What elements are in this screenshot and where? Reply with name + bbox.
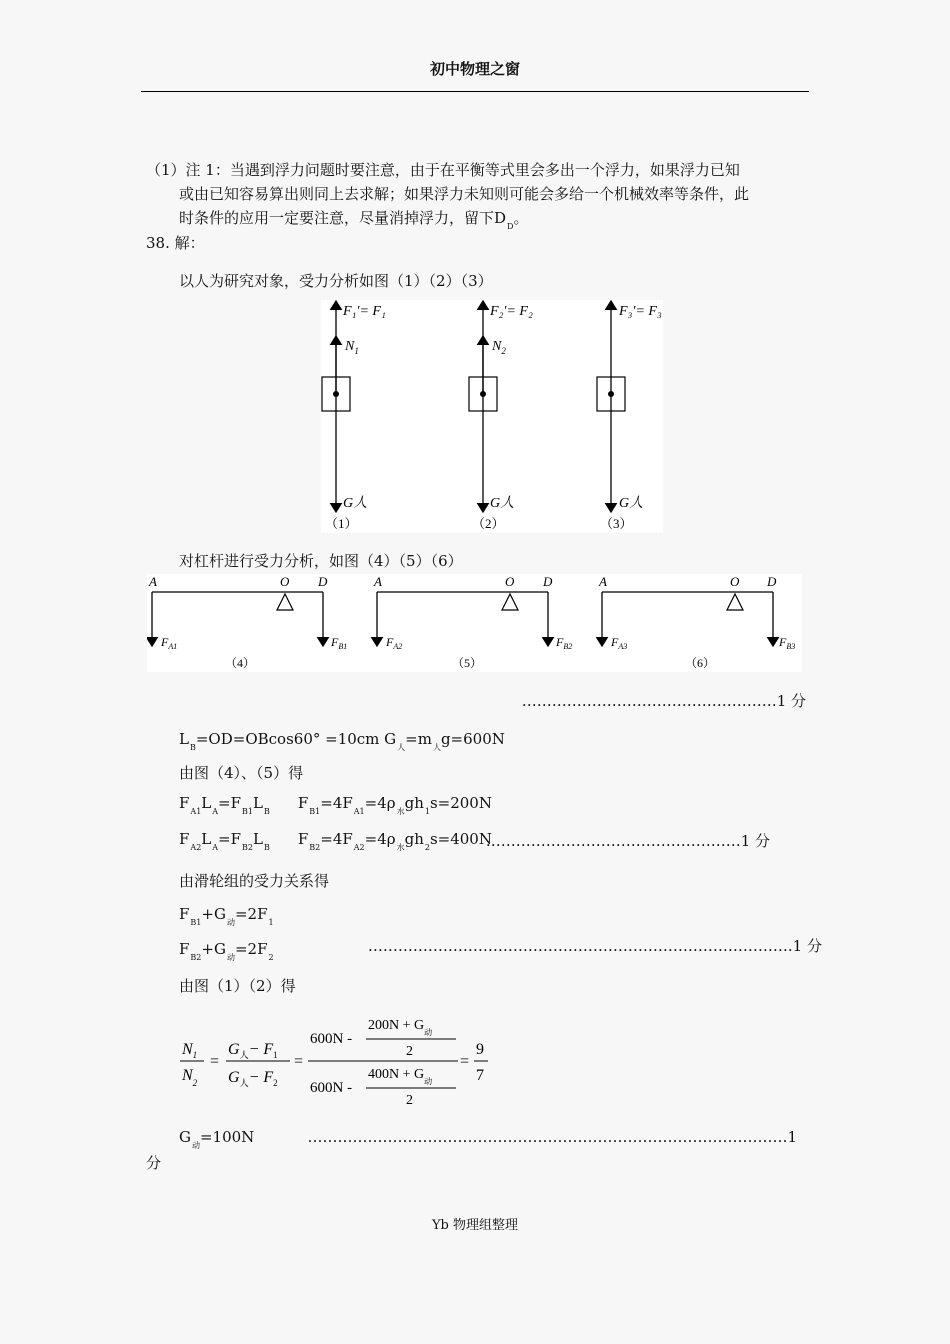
svg-text:A: A [149, 574, 157, 589]
score-mark-2: ……………………………………………1 分 [485, 832, 770, 850]
svg-text:N1: $N_1$ [182, 1041, 198, 1060]
svg-text:FB2: $F_{B2}$ [556, 635, 573, 651]
svg-text:G人− F1: $G_人- F_1$ [228, 1041, 278, 1060]
person-3-caption: （3） [600, 516, 633, 531]
svg-text:D: D [543, 574, 553, 589]
note-line-3: 时条件的应用一定要注意，尽量消掉浮力，留下$D_D$。 [179, 209, 529, 231]
ratio-equation [178, 1010, 498, 1110]
lever-5-caption: （5） [452, 656, 483, 670]
svg-text:FA3: $F_{A3}$ [611, 635, 628, 651]
lever-6-caption: （6） [685, 656, 716, 670]
svg-text:2: 2 [406, 1044, 413, 1059]
pulley-intro: 由滑轮组的受力关系得 [179, 872, 330, 890]
from-figs-1-2: 由图（1）（2）得 [179, 977, 296, 995]
svg-text:=: = [210, 1053, 220, 1070]
eq-pulley-2: $F_{B2}+G_动=2F_2$ [179, 940, 274, 962]
lever-figure-4 [148, 574, 347, 670]
person-3-gravity: G人 [619, 496, 644, 511]
result-g-pulley: $G_动=100N$ [179, 1128, 255, 1150]
page-header: 初中物理之窗 [429, 60, 520, 78]
person-2-support-force: $N_2$ [492, 339, 506, 356]
eq-lever-balance-1: $F_{A1}L_A=F_{B1}L_B$ $F_{B1}=4F_{A1}=4\rho_水gh_1s=200N$ [179, 794, 492, 816]
person-1-gravity: G人 [343, 496, 368, 511]
svg-text:200N + G动: $200N + G_动$ [368, 1018, 433, 1037]
svg-text:D: D [767, 574, 777, 589]
svg-text:O: O [505, 574, 515, 589]
header-rule [141, 91, 809, 92]
svg-text:2: 2 [406, 1093, 413, 1108]
lever-figure-5 [373, 574, 572, 670]
person-2-gravity: G人 [490, 496, 515, 511]
intro-lever: 对杠杆进行受力分析，如图（4）（5）（6） [179, 552, 463, 570]
svg-text:=: = [294, 1053, 304, 1070]
svg-text:400N + G动: $400N + G_动$ [368, 1067, 433, 1086]
person-force-diagrams [321, 300, 663, 533]
person-1-support-force: $N_1$ [345, 339, 359, 356]
score-mark-4-unit: 分 [146, 1154, 162, 1172]
person-2-caption: （2） [472, 516, 505, 531]
svg-text:O: O [730, 574, 740, 589]
score-mark-1: ……………………………………………1 分 [521, 692, 806, 710]
svg-text:FB3: $F_{B3}$ [779, 635, 796, 651]
lever-force-diagrams [147, 574, 802, 672]
intro-person: 以人为研究对象，受力分析如图（1）（2）（3） [179, 272, 493, 290]
eq-lever-arm: $L_B=OD=OBcos60^\circ =10cm$ $G_人=m_人g=600N$ [179, 730, 505, 752]
svg-text:FA2: $F_{A2}$ [386, 635, 403, 651]
note-line-1: （1）注 1：当遇到浮力问题时要注意，由于在平衡等式里会多出一个浮力，如果浮力已知 [146, 161, 740, 179]
svg-text:D: D [318, 574, 328, 589]
eq-pulley-1: $F_{B1}+G_动=2F_1$ [179, 905, 274, 927]
svg-text:N2: $N_2$ [182, 1067, 198, 1088]
svg-text:600N -: 600N - [310, 1031, 353, 1047]
person-2-top-force: F₂′= F₂ [490, 304, 533, 319]
score-mark-3: ………………………………………………………………………….1 分 [367, 937, 822, 955]
person-figure-3 [597, 304, 662, 531]
score-mark-4: ……………………………………………………………………………………1 [307, 1128, 797, 1146]
eq-lever-balance-2: $F_{A2}L_A=F_{B2}L_B$ $F_{B2}=4F_{A2}=4\rho_水gh_2s=400N$ [179, 830, 492, 852]
person-3-top-force: F₃′= F₃ [619, 304, 662, 319]
svg-text:A: A [374, 574, 382, 589]
person-figure-1 [322, 304, 386, 531]
svg-text:7: 7 [476, 1067, 484, 1084]
lever-4-caption: （4） [225, 656, 256, 670]
svg-text:FA1: $F_{A1}$ [161, 635, 178, 651]
person-1-caption: （1） [325, 516, 358, 531]
from-figs-4-5: 由图（4）、（5）得 [179, 764, 304, 782]
note-line-2: 或由已知容易算出则同上去求解；如果浮力未知则可能会多给一个机械效率等条件，此 [179, 185, 750, 203]
person-1-top-force: F₁′= F₁ [343, 304, 386, 319]
page-footer: Yb 物理组整理 [431, 1218, 519, 1233]
question-38-label: 38. 解： [146, 234, 205, 252]
svg-text:600N -: 600N - [310, 1080, 353, 1096]
svg-text:FB1: $F_{B1}$ [331, 635, 348, 651]
svg-text:G人− F2: $G_人- F_2$ [228, 1069, 278, 1088]
lever-figure-6 [598, 574, 795, 670]
svg-text:A: A [599, 574, 607, 589]
svg-text:=: = [460, 1053, 470, 1070]
person-figure-2 [469, 304, 533, 531]
svg-text:O: O [280, 574, 290, 589]
svg-text:9: 9 [476, 1041, 484, 1058]
